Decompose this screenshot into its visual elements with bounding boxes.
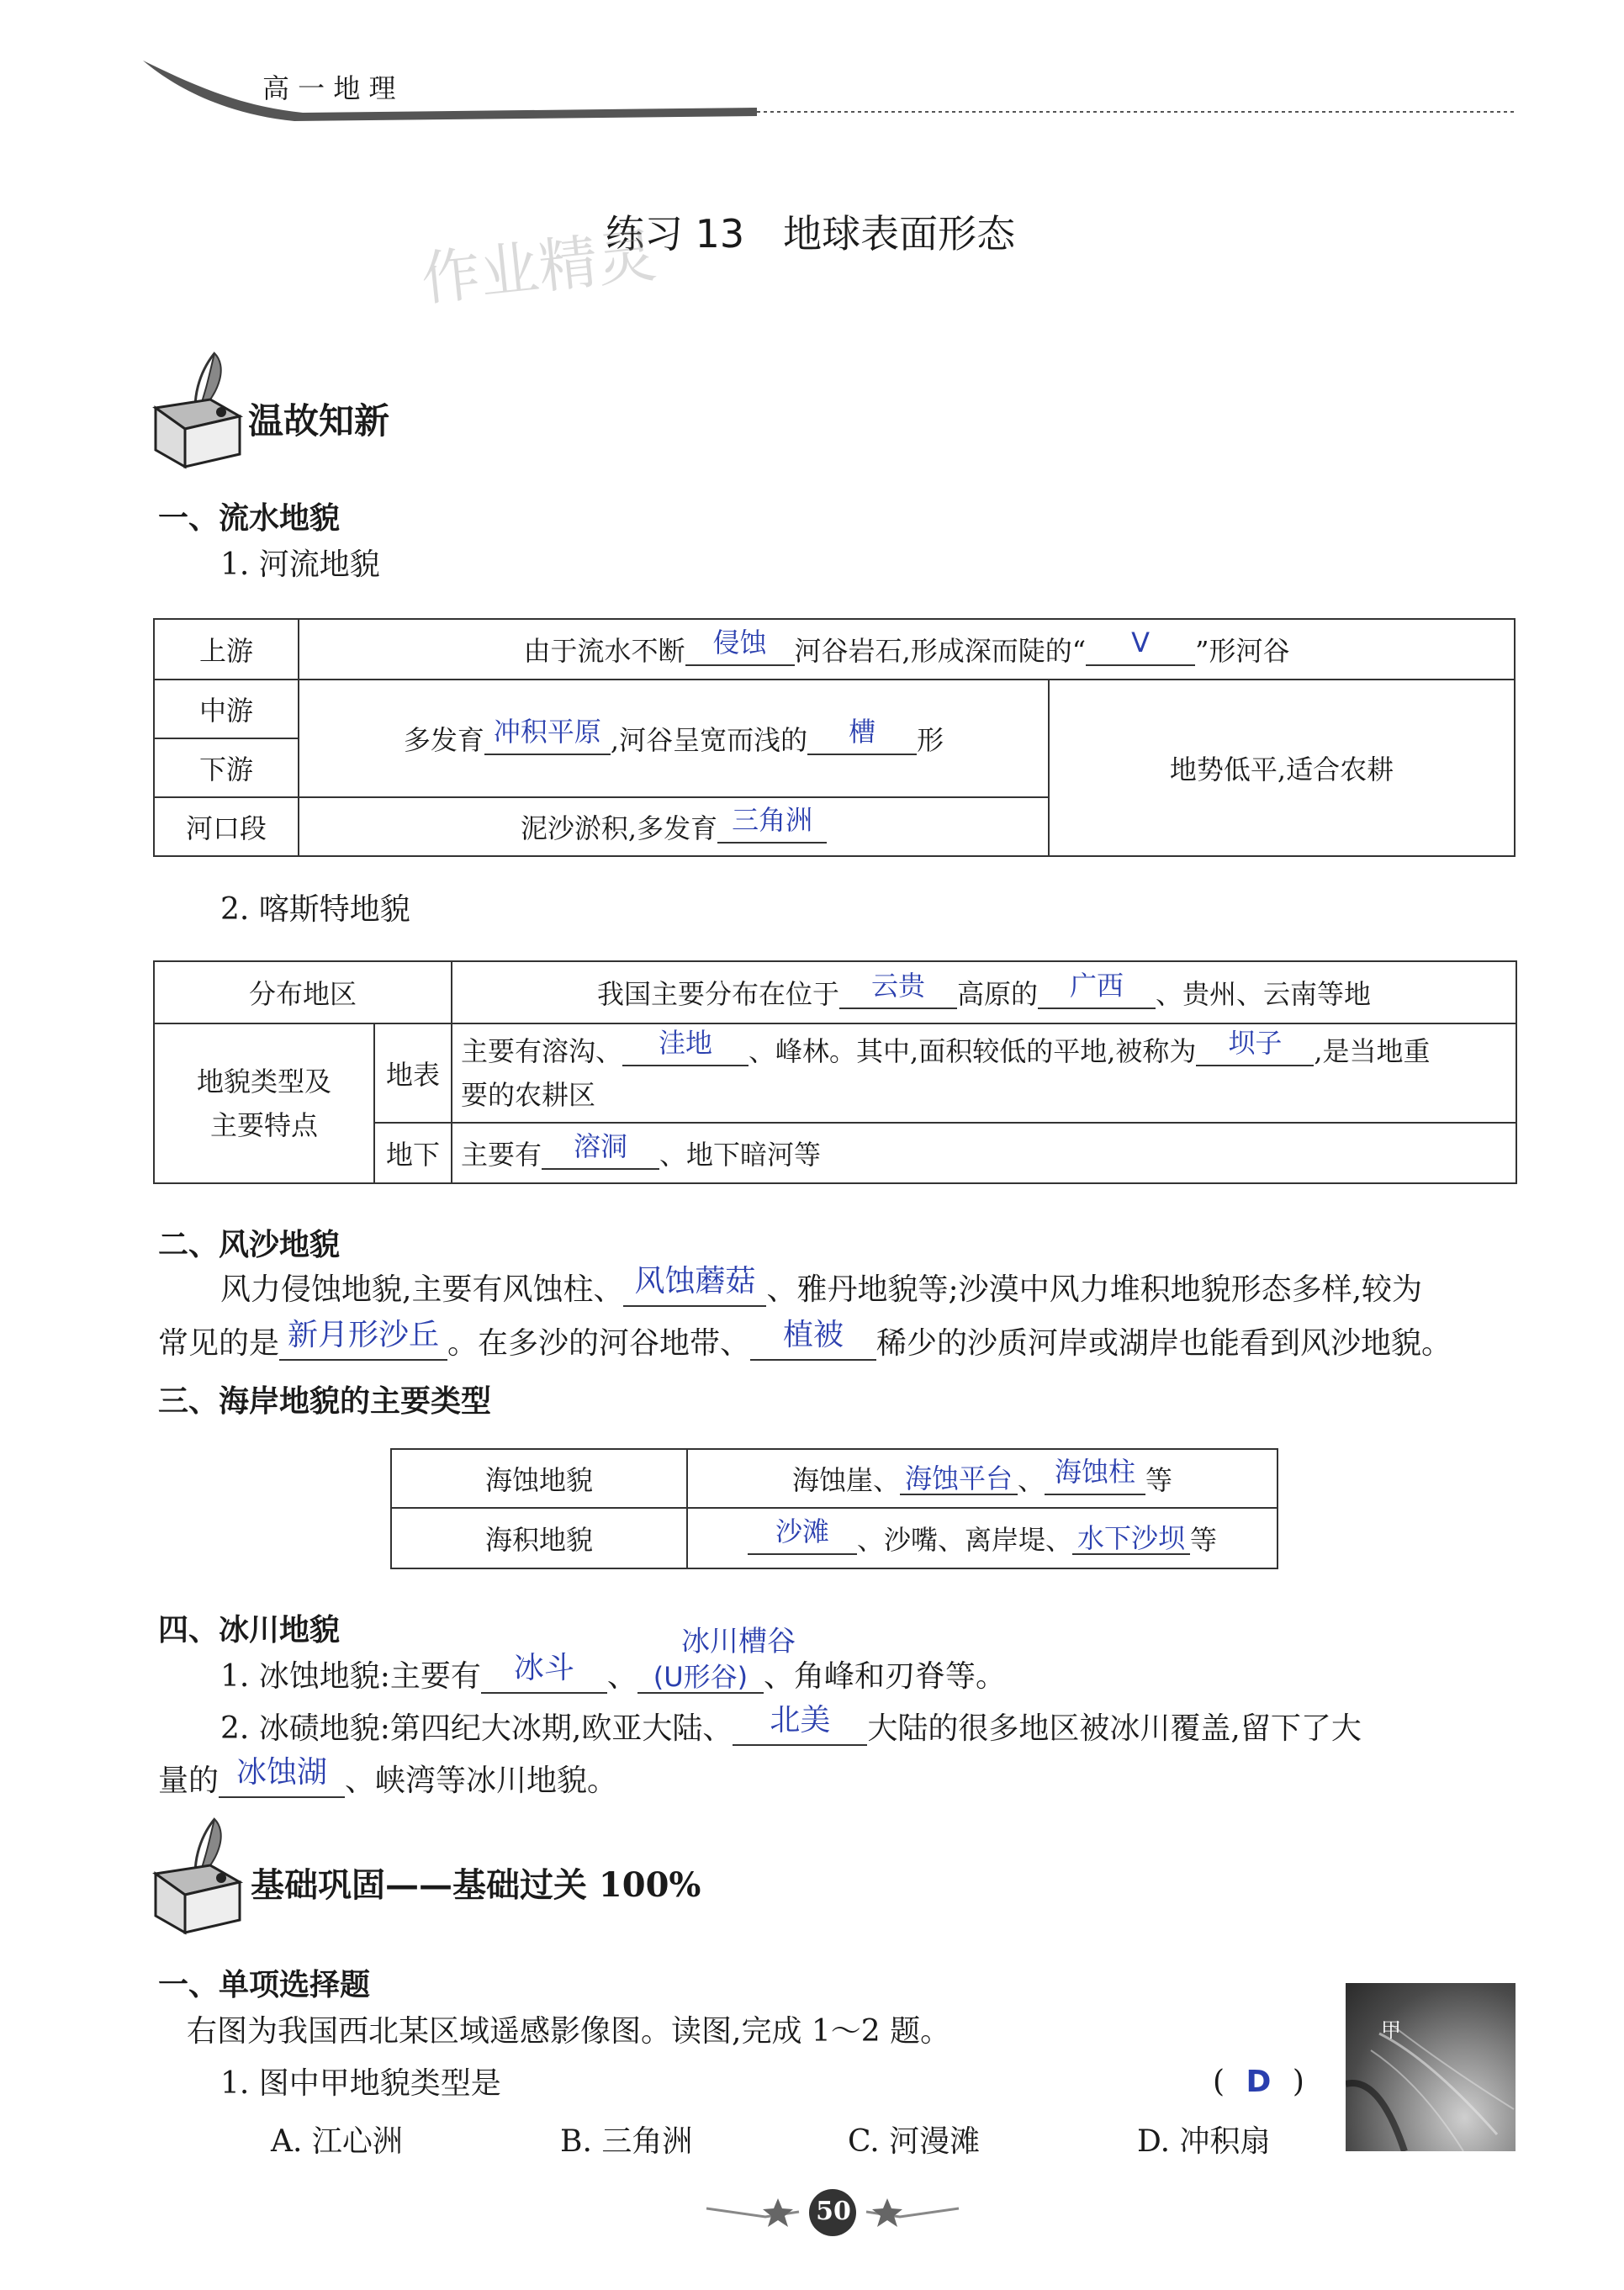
row-estuary-label: 河口段 [154,797,299,856]
coast-deposit-label: 海积地貌 [391,1508,687,1568]
part3-heading: 三、海岸地貌的主要类型 [158,1384,492,1419]
option-a[interactable]: A. 江心洲 [271,2124,403,2159]
part4-line3: 量的 冰蚀湖 、峡湾等冰川地貌。 [158,1755,618,1798]
row-middle-label: 中游 [154,680,299,738]
row-middle-lower-content: 多发育 冲积平原 ,河谷呈宽而浅的 槽 形 [299,680,1049,797]
answer-blank: 植被 [783,1318,844,1352]
karst-table [153,960,1517,1184]
option-c[interactable]: C. 河漫滩 [848,2124,981,2159]
part1-sub1: 1. 河流地貌 [220,547,380,582]
answer-blank: 广西 [1069,970,1124,1002]
karst-underground-content: 主要有 溶洞 、地下暗河等 [452,1123,1516,1183]
coast-deposit-content: 沙滩 、沙嘴、离岸堤、 水下沙坝 等 [687,1508,1278,1568]
answer-blank: 三角洲 [732,804,813,836]
part4-line2: 2. 冰碛地貌:第四纪大冰期,欧亚大陆、 北美 大陆的很多地区被冰川覆盖,留下了大 [220,1703,1362,1746]
part4-heading: 四、冰川地貌 [158,1613,341,1647]
karst-type-label: 地貌类型及 主要特点 [154,1023,374,1183]
page-title: 练习 13 地球表面形态 [606,211,1016,257]
row-terrain-note: 地势低平,适合农耕 [1049,680,1515,856]
answer-blank: 槽 [849,716,876,748]
basic-sub-heading: 一、单项选择题 [158,1968,371,2002]
book-quill-icon [147,1815,248,1941]
answer-blank: 冰斗 [513,1651,574,1685]
answer-blank: 新月形沙丘 [288,1318,440,1352]
basic-intro: 右图为我国西北某区域遥感影像图。读图,完成 1～2 题。 [187,2014,951,2049]
answer-blank: 海蚀平台 [904,1462,1013,1494]
header-subject: 高 一 地 理 [262,72,396,104]
karst-distribution-content: 我国主要分布在位于 云贵 高原的 广西 、贵州、云南等地 [452,961,1516,1023]
part1-sub2: 2. 喀斯特地貌 [220,892,410,927]
answer-blank: 坝子 [1228,1027,1283,1059]
row-upper-content: 由于流水不断 侵蚀 河谷岩石,形成深而陡的“ V ”形河谷 [299,619,1515,680]
row-upper-label: 上游 [154,619,299,680]
karst-distribution-label: 分布地区 [154,961,452,1023]
coast-erosion-label: 海蚀地貌 [391,1449,687,1508]
answer-blank: 洼地 [659,1027,713,1059]
question-1-stem: 1. 图中甲地貌类型是 [220,2066,501,2101]
image-label: 甲 [1381,2018,1401,2042]
answer-blank: 沙滩 [775,1515,829,1547]
row-estuary-content: 泥沙淤积,多发育 三角洲 [299,797,1049,856]
part4-line1: 1. 冰蚀地貌:主要有 冰斗 、 (U形谷) 、角峰和刃脊等。 [220,1651,1006,1694]
answer-blank: 侵蚀 [712,627,767,658]
book-quill-icon [147,349,248,475]
section-basic-heading: 基础巩固——基础过关 100% [251,1865,701,1905]
answer-blank: 溶洞 [574,1130,628,1162]
answer-blank: 冲积平原 [493,716,601,748]
section-review-heading: 温故知新 [248,400,390,442]
part2-heading: 二、风沙地貌 [158,1228,341,1262]
option-b[interactable]: B. 三角洲 [560,2124,693,2159]
coast-table [390,1448,1278,1569]
answer-blank: 水下沙坝 [1076,1522,1185,1554]
question-1-answer: D [1246,2065,1272,2099]
answer-blank: 北美 [770,1703,831,1737]
answer-blank: 风蚀蘑菇 [634,1264,756,1298]
river-landform-table [153,618,1516,857]
answer-blank: 云贵 [870,970,925,1002]
answer-blank: V [1131,627,1151,658]
karst-surface-content: 主要有溶沟、 洼地 、峰林。其中,面积较低的平地,被称为 坝子 ,是当地重 要的农耕区 [452,1023,1516,1123]
row-lower-label: 下游 [154,738,299,797]
page-number: 50 [816,2197,851,2226]
watermark: 作业精灵 [418,220,660,315]
remote-sensing-image [1346,1983,1516,2151]
part1-heading: 一、流水地貌 [158,501,341,536]
answer-blank: (U形谷) [653,1661,749,1693]
part2-line2: 常见的是 新月形沙丘 。在多沙的河谷地带、 植被 稀少的沙质河岸或湖岸也能看到风沙地貌。 [158,1318,1452,1361]
answer-blank: 冰蚀湖 [236,1755,328,1790]
part2-line1: 风力侵蚀地貌,主要有风蚀柱、 风蚀蘑菇 、雅丹地貌等;沙漠中风力堆积地貌形态多样,较为 [220,1264,1423,1307]
coast-erosion-content: 海蚀崖、 海蚀平台 、 海蚀柱 等 [687,1449,1278,1508]
karst-underground-label: 地下 [374,1123,452,1183]
karst-surface-label: 地表 [374,1023,452,1123]
answer-glacial-trough: 冰川槽谷 [681,1625,796,1658]
option-d[interactable]: D. 冲积扇 [1137,2124,1271,2159]
question-1-answer-bracket: ( D ) [1213,2065,1304,2099]
answer-blank: 海蚀柱 [1054,1456,1135,1488]
